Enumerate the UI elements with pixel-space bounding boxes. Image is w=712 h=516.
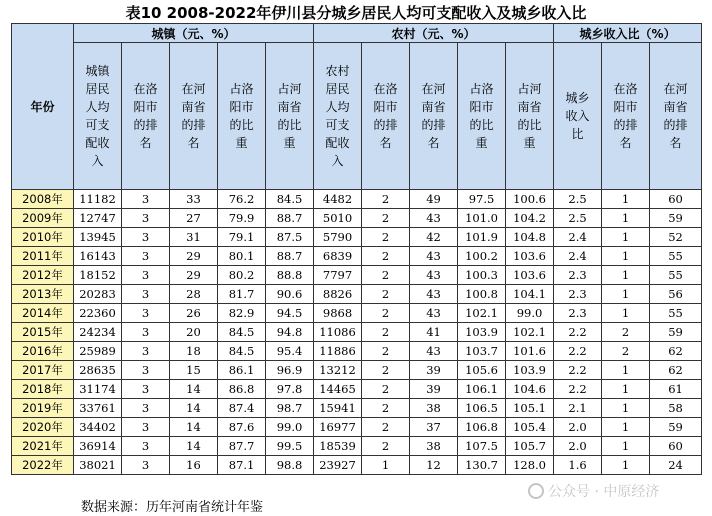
table-cell: 24234 (74, 323, 122, 342)
table-cell: 87.6 (218, 418, 266, 437)
table-row (12, 247, 702, 266)
table-cell: 59 (650, 418, 702, 437)
table-cell: 96.9 (266, 361, 314, 380)
table-cell: 82.9 (218, 304, 266, 323)
table-cell: 13945 (74, 228, 122, 247)
table-cell: 11182 (74, 190, 122, 209)
table-cell: 86.1 (218, 361, 266, 380)
table-row (12, 361, 702, 380)
table-row (12, 228, 702, 247)
table-cell: 84.5 (218, 323, 266, 342)
column-header: 占洛阳市的比重 (218, 43, 266, 190)
table-cell: 103.7 (458, 342, 506, 361)
column-header: 城镇居民人均可支配收入 (74, 43, 122, 190)
table-cell: 103.9 (458, 323, 506, 342)
year-cell: 2008年 (12, 190, 74, 209)
table-cell: 130.7 (458, 456, 506, 475)
table-cell: 14 (170, 418, 218, 437)
table-cell: 27 (170, 209, 218, 228)
table-cell: 3 (122, 361, 170, 380)
table-cell: 101.0 (458, 209, 506, 228)
table-cell: 31 (170, 228, 218, 247)
table-cell: 1 (602, 228, 650, 247)
table-row (12, 304, 702, 323)
table-cell: 99.5 (266, 437, 314, 456)
table-cell: 2.4 (554, 228, 602, 247)
table-cell: 2 (362, 323, 410, 342)
table-row (12, 266, 702, 285)
table-cell: 2 (362, 380, 410, 399)
table-cell: 2 (362, 418, 410, 437)
table-cell: 105.4 (506, 418, 554, 437)
table-cell: 25989 (74, 342, 122, 361)
table-cell: 104.2 (506, 209, 554, 228)
table-cell: 55 (650, 304, 702, 323)
table-cell: 2 (362, 361, 410, 380)
table-cell: 105.6 (458, 361, 506, 380)
table-cell: 102.1 (458, 304, 506, 323)
watermark-text: 公众号 · 中原经济 (548, 484, 660, 500)
table-cell: 100.8 (458, 285, 506, 304)
table-cell: 39 (410, 361, 458, 380)
table-cell: 24 (650, 456, 702, 475)
table-row (12, 190, 702, 209)
table-cell: 7797 (314, 266, 362, 285)
table-cell: 43 (410, 209, 458, 228)
urban-group-header: 城镇（元、%） (74, 24, 314, 43)
table-cell: 97.8 (266, 380, 314, 399)
year-cell: 2018年 (12, 380, 74, 399)
table-cell: 2 (362, 228, 410, 247)
watermark (528, 481, 659, 501)
table-cell: 106.1 (458, 380, 506, 399)
table-cell: 103.6 (506, 266, 554, 285)
table-cell: 23927 (314, 456, 362, 475)
table-cell: 104.6 (506, 380, 554, 399)
table-cell: 28 (170, 285, 218, 304)
table-cell: 16977 (314, 418, 362, 437)
table-row (12, 418, 702, 437)
table-cell: 31174 (74, 380, 122, 399)
table-cell: 28635 (74, 361, 122, 380)
table-cell: 1 (602, 361, 650, 380)
column-header: 在河南省的排名 (410, 43, 458, 190)
table-cell: 103.9 (506, 361, 554, 380)
rural-group-header: 农村（元、%） (314, 24, 554, 43)
table-cell: 61 (650, 380, 702, 399)
table-cell: 18152 (74, 266, 122, 285)
table-cell: 101.6 (506, 342, 554, 361)
table-cell: 2.3 (554, 285, 602, 304)
table-cell: 3 (122, 247, 170, 266)
table-cell: 14 (170, 399, 218, 418)
table-cell: 4482 (314, 190, 362, 209)
table-cell: 16143 (74, 247, 122, 266)
table-cell: 39 (410, 380, 458, 399)
table-cell: 2.2 (554, 323, 602, 342)
table-cell: 79.1 (218, 228, 266, 247)
table-cell: 55 (650, 266, 702, 285)
table-cell: 14 (170, 380, 218, 399)
table-cell: 43 (410, 285, 458, 304)
table-cell: 90.6 (266, 285, 314, 304)
table-cell: 60 (650, 190, 702, 209)
table-cell: 103.6 (506, 247, 554, 266)
table-cell: 1 (602, 456, 650, 475)
year-cell: 2021年 (12, 437, 74, 456)
table-cell: 1 (362, 456, 410, 475)
table-cell: 81.7 (218, 285, 266, 304)
table-cell: 3 (122, 228, 170, 247)
table-cell: 87.4 (218, 399, 266, 418)
year-cell: 2015年 (12, 323, 74, 342)
table-cell: 1 (602, 285, 650, 304)
year-cell: 2022年 (12, 456, 74, 475)
table-cell: 33761 (74, 399, 122, 418)
table-cell: 12 (410, 456, 458, 475)
table-cell: 3 (122, 380, 170, 399)
table-cell: 12747 (74, 209, 122, 228)
column-header: 占河南省的比重 (266, 43, 314, 190)
table-cell: 20283 (74, 285, 122, 304)
table-cell: 2.5 (554, 190, 602, 209)
table-cell: 38 (410, 437, 458, 456)
table-cell: 86.8 (218, 380, 266, 399)
table-cell: 100.3 (458, 266, 506, 285)
table-cell: 102.1 (506, 323, 554, 342)
table-cell: 105.1 (506, 399, 554, 418)
year-cell: 2013年 (12, 285, 74, 304)
table-cell: 1 (602, 266, 650, 285)
table-cell: 2.1 (554, 399, 602, 418)
table-cell: 84.5 (266, 190, 314, 209)
table-cell: 1 (602, 437, 650, 456)
table-cell: 26 (170, 304, 218, 323)
table-cell: 107.5 (458, 437, 506, 456)
table-cell: 2 (602, 323, 650, 342)
table-cell: 104.8 (506, 228, 554, 247)
table-cell: 16 (170, 456, 218, 475)
table-cell: 1 (602, 418, 650, 437)
table-cell: 79.9 (218, 209, 266, 228)
table-cell: 3 (122, 399, 170, 418)
column-header: 在河南省的排名 (170, 43, 218, 190)
column-header: 在洛阳市的排名 (362, 43, 410, 190)
year-cell: 2016年 (12, 342, 74, 361)
table-cell: 3 (122, 342, 170, 361)
table-cell: 2 (362, 247, 410, 266)
table-cell: 80.2 (218, 266, 266, 285)
table-cell: 59 (650, 209, 702, 228)
table-cell: 1 (602, 304, 650, 323)
table-cell: 2 (362, 304, 410, 323)
table-cell: 87.5 (266, 228, 314, 247)
table-cell: 80.1 (218, 247, 266, 266)
table-cell: 88.8 (266, 266, 314, 285)
table-cell: 8826 (314, 285, 362, 304)
table-cell: 99.0 (266, 418, 314, 437)
table-cell: 3 (122, 418, 170, 437)
column-header: 在洛阳市的排名 (122, 43, 170, 190)
table-cell: 18 (170, 342, 218, 361)
year-cell: 2019年 (12, 399, 74, 418)
table-cell: 29 (170, 266, 218, 285)
table-title: 表10 2008-2022年伊川县分城乡居民人均可支配收入及城乡收入比 (125, 4, 587, 22)
table-cell: 18539 (314, 437, 362, 456)
table-cell: 3 (122, 304, 170, 323)
table-cell: 3 (122, 437, 170, 456)
table-row (12, 437, 702, 456)
table-cell: 52 (650, 228, 702, 247)
table-cell: 20 (170, 323, 218, 342)
table-cell: 5010 (314, 209, 362, 228)
table-cell: 99.0 (506, 304, 554, 323)
table-row (12, 209, 702, 228)
table-row (12, 456, 702, 475)
table-cell: 6839 (314, 247, 362, 266)
table-cell: 62 (650, 342, 702, 361)
year-cell: 2012年 (12, 266, 74, 285)
data-source-note: 数据来源：历年河南省统计年鉴 (81, 500, 264, 515)
year-cell: 2014年 (12, 304, 74, 323)
table-cell: 2.0 (554, 418, 602, 437)
table-cell: 1 (602, 399, 650, 418)
table-cell: 34402 (74, 418, 122, 437)
ratio-group-header: 城乡收入比（%） (554, 24, 702, 43)
table-cell: 59 (650, 323, 702, 342)
table-cell: 58 (650, 399, 702, 418)
table-cell: 76.2 (218, 190, 266, 209)
table-row (12, 342, 702, 361)
table-cell: 1 (602, 190, 650, 209)
table-cell: 2.2 (554, 361, 602, 380)
year-cell: 2020年 (12, 418, 74, 437)
table-cell: 36914 (74, 437, 122, 456)
table-cell: 2.3 (554, 266, 602, 285)
table-cell: 3 (122, 456, 170, 475)
table-cell: 2 (362, 342, 410, 361)
table-cell: 2.2 (554, 380, 602, 399)
table-cell: 98.7 (266, 399, 314, 418)
table-cell: 1.6 (554, 456, 602, 475)
table-cell: 3 (122, 266, 170, 285)
table-cell: 2.2 (554, 342, 602, 361)
table-cell: 1 (602, 380, 650, 399)
table-cell: 2 (362, 399, 410, 418)
table-cell: 3 (122, 190, 170, 209)
table-cell: 13212 (314, 361, 362, 380)
column-header: 在洛阳市的排名 (602, 43, 650, 190)
table-cell: 105.7 (506, 437, 554, 456)
table-cell: 1 (602, 209, 650, 228)
year-cell: 2010年 (12, 228, 74, 247)
table-cell: 43 (410, 304, 458, 323)
table-cell: 98.8 (266, 456, 314, 475)
table-cell: 2 (602, 342, 650, 361)
table-cell: 2.5 (554, 209, 602, 228)
table-cell: 14465 (314, 380, 362, 399)
table-cell: 95.4 (266, 342, 314, 361)
table-cell: 2.3 (554, 304, 602, 323)
column-header: 在河南省的排名 (650, 43, 702, 190)
column-header: 城乡收入比 (554, 43, 602, 190)
table-cell: 3 (122, 285, 170, 304)
table-cell: 55 (650, 247, 702, 266)
table-cell: 2 (362, 209, 410, 228)
table-cell: 2.0 (554, 437, 602, 456)
table-row (12, 323, 702, 342)
table-cell: 43 (410, 266, 458, 285)
table-cell: 33 (170, 190, 218, 209)
table-cell: 100.2 (458, 247, 506, 266)
table-cell: 106.8 (458, 418, 506, 437)
year-cell: 2011年 (12, 247, 74, 266)
column-header: 占洛阳市的比重 (458, 43, 506, 190)
table-cell: 42 (410, 228, 458, 247)
year-header: 年份 (12, 24, 74, 190)
table-cell: 94.5 (266, 304, 314, 323)
table-cell: 49 (410, 190, 458, 209)
year-cell: 2017年 (12, 361, 74, 380)
table-cell: 97.5 (458, 190, 506, 209)
table-cell: 3 (122, 209, 170, 228)
table-cell: 15 (170, 361, 218, 380)
table-cell: 43 (410, 342, 458, 361)
table-row (12, 285, 702, 304)
table-cell: 2 (362, 437, 410, 456)
column-header-row (12, 43, 702, 190)
table-cell: 62 (650, 361, 702, 380)
table-cell: 5790 (314, 228, 362, 247)
table-cell: 100.6 (506, 190, 554, 209)
table-cell: 11086 (314, 323, 362, 342)
column-header: 农村居民人均可支配收入 (314, 43, 362, 190)
table-cell: 43 (410, 247, 458, 266)
table-cell: 38 (410, 399, 458, 418)
table-cell: 2 (362, 190, 410, 209)
table-cell: 41 (410, 323, 458, 342)
table-cell: 84.5 (218, 342, 266, 361)
table-cell: 104.1 (506, 285, 554, 304)
table-cell: 94.8 (266, 323, 314, 342)
wechat-logo-icon (528, 483, 544, 499)
table-cell: 60 (650, 437, 702, 456)
table-row (12, 380, 702, 399)
table-cell: 9868 (314, 304, 362, 323)
group-header-row (12, 24, 702, 43)
table-cell: 106.5 (458, 399, 506, 418)
table-cell: 11886 (314, 342, 362, 361)
table-cell: 101.9 (458, 228, 506, 247)
table-cell: 128.0 (506, 456, 554, 475)
table-cell: 37 (410, 418, 458, 437)
table-cell: 88.7 (266, 247, 314, 266)
income-table (11, 23, 702, 475)
table-cell: 88.7 (266, 209, 314, 228)
table-row (12, 399, 702, 418)
table-cell: 2.4 (554, 247, 602, 266)
table-cell: 14 (170, 437, 218, 456)
table-cell: 2 (362, 285, 410, 304)
table-cell: 3 (122, 323, 170, 342)
table-cell: 15941 (314, 399, 362, 418)
table-cell: 2 (362, 266, 410, 285)
column-header: 占河南省的比重 (506, 43, 554, 190)
year-cell: 2009年 (12, 209, 74, 228)
table-cell: 22360 (74, 304, 122, 323)
table-cell: 29 (170, 247, 218, 266)
table-cell: 87.7 (218, 437, 266, 456)
table-cell: 1 (602, 247, 650, 266)
table-cell: 56 (650, 285, 702, 304)
table-cell: 38021 (74, 456, 122, 475)
table-cell: 87.1 (218, 456, 266, 475)
